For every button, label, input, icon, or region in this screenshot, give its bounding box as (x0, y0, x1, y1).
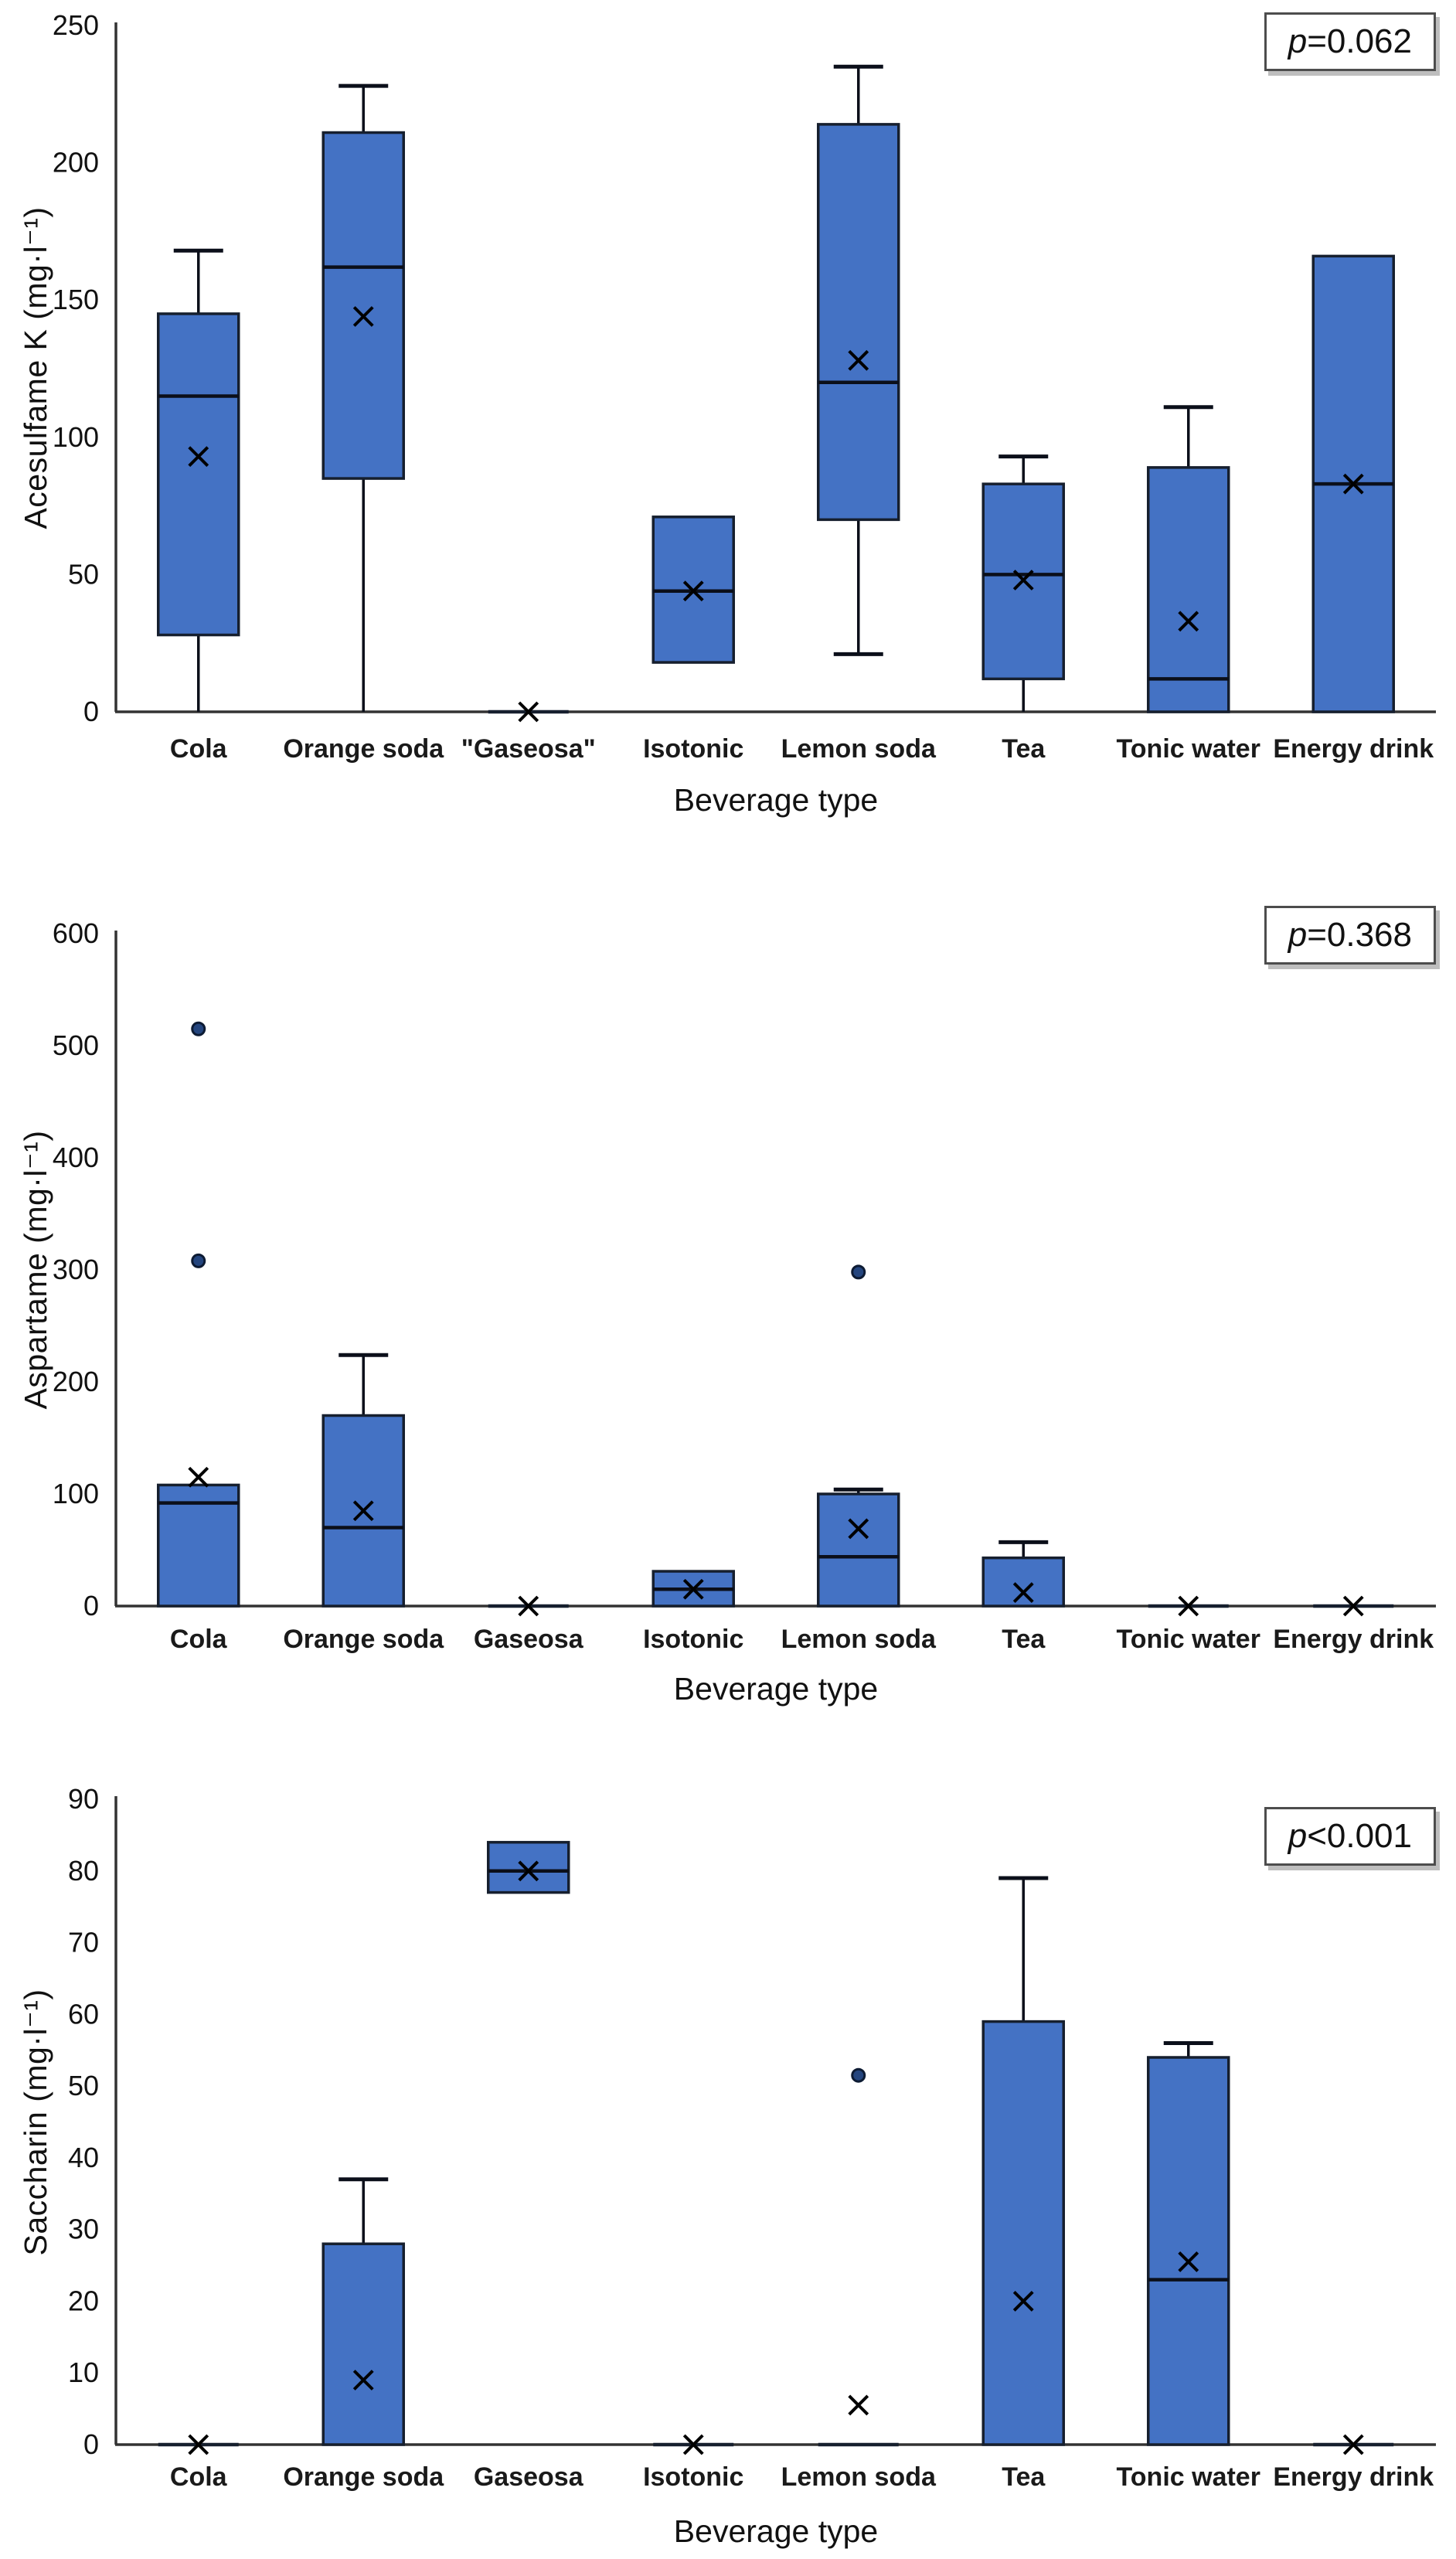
p-symbol: p (1288, 1817, 1308, 1855)
outlier-point (192, 1023, 205, 1035)
y-axis-title-aspartame: Aspartame (mg·l⁻¹) (18, 1130, 53, 1410)
y-tick-label: 0 (83, 1590, 99, 1621)
y-tick-label: 10 (67, 2357, 99, 2389)
box (983, 1558, 1063, 1606)
category-label: Tea (1002, 2462, 1046, 2492)
p-value-box-chart2 (1264, 906, 1436, 965)
y-tick-label: 100 (52, 420, 99, 453)
y-tick-label: 40 (67, 2141, 99, 2173)
p-value-text: =0.368 (1307, 916, 1412, 954)
p-symbol: p (1288, 916, 1308, 954)
y-tick-label: 250 (52, 9, 99, 41)
category-label: Tea (1002, 734, 1046, 764)
category-label: Gaseosa (473, 2462, 583, 2492)
category-label: Tonic water (1116, 734, 1260, 764)
y-tick-label: 50 (67, 2070, 99, 2102)
x-axis-title-chart2: Beverage type (673, 1671, 879, 1707)
category-label: "Gaseosa" (461, 734, 596, 764)
box (818, 1494, 899, 1606)
category-label: Lemon soda (781, 734, 936, 764)
y-tick-label: 300 (52, 1254, 99, 1285)
category-label: Cola (169, 2462, 227, 2492)
category-label: Energy drink (1273, 2462, 1434, 2492)
category-label: Tonic water (1116, 1625, 1260, 1654)
y-tick-label: 500 (52, 1029, 99, 1061)
y-axis-title-saccharin: Saccharin (mg·l⁻¹) (18, 1989, 53, 2256)
category-label: Tonic water (1116, 2462, 1260, 2492)
category-label: Cola (169, 1625, 227, 1654)
category-label: Energy drink (1273, 1625, 1434, 1654)
y-tick-label: 400 (52, 1142, 99, 1173)
box (1148, 2057, 1229, 2445)
y-tick-label: 70 (67, 1926, 99, 1958)
category-label: Isotonic (643, 2462, 744, 2492)
category-label: Orange soda (283, 734, 444, 764)
category-label: Isotonic (643, 734, 744, 764)
y-tick-label: 600 (52, 917, 99, 949)
outlier-point (192, 1254, 205, 1267)
x-axis-title-chart3: Beverage type (673, 2513, 879, 2549)
p-symbol: p (1288, 22, 1308, 60)
y-tick-label: 20 (67, 2285, 99, 2317)
category-label: Cola (169, 734, 227, 764)
category-label: Isotonic (643, 1625, 744, 1654)
category-label: Energy drink (1273, 734, 1434, 764)
category-label: Gaseosa (473, 1625, 583, 1654)
p-value-text: <0.001 (1307, 1817, 1412, 1855)
y-tick-label: 60 (67, 1998, 99, 2030)
y-tick-label: 200 (52, 1366, 99, 1397)
y-axis-title-acesulfame: Acesulfame K (mg·l⁻¹) (18, 206, 53, 529)
p-value-box-chart1 (1264, 12, 1436, 71)
outlier-point (852, 1266, 865, 1278)
y-tick-label: 30 (67, 2213, 99, 2245)
y-tick-label: 90 (67, 1783, 99, 1815)
box (1148, 468, 1229, 712)
box (818, 124, 899, 519)
x-axis-title-chart1: Beverage type (673, 782, 879, 818)
box (323, 2244, 403, 2445)
y-tick-label: 150 (52, 284, 99, 316)
category-label: Orange soda (283, 1625, 444, 1654)
category-label: Orange soda (283, 2462, 444, 2492)
box (323, 133, 403, 479)
p-value-text: =0.062 (1307, 22, 1412, 60)
box (983, 2022, 1063, 2445)
y-tick-label: 80 (67, 1854, 99, 1887)
y-tick-label: 200 (52, 146, 99, 179)
y-tick-label: 0 (83, 2428, 99, 2460)
box (158, 314, 239, 635)
box (488, 1843, 569, 1893)
category-label: Tea (1002, 1625, 1046, 1654)
y-tick-label: 50 (67, 558, 99, 590)
outlier-point (852, 2069, 865, 2081)
y-tick-label: 100 (52, 1478, 99, 1509)
category-label: Lemon soda (781, 1625, 936, 1654)
category-label: Lemon soda (781, 2462, 936, 2492)
p-value-box-chart3 (1264, 1807, 1436, 1866)
y-tick-label: 0 (83, 696, 99, 727)
